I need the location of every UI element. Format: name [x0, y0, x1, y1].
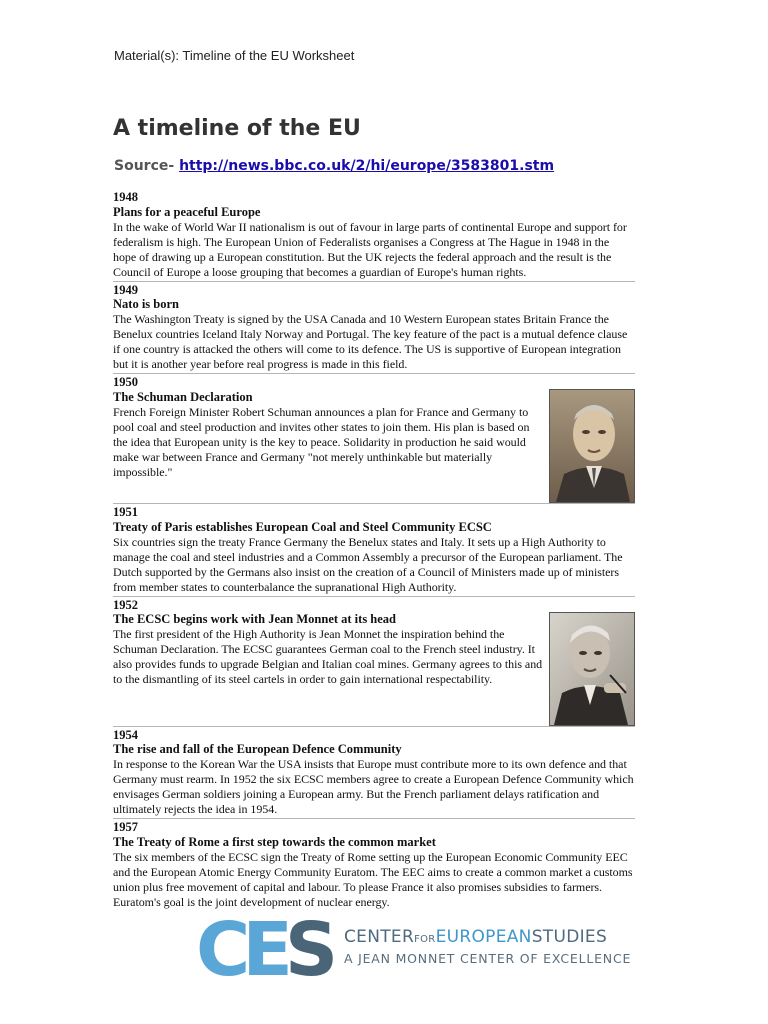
timeline-entry-1948	[113, 190, 635, 282]
logo-word-for: FOR	[414, 934, 436, 945]
source-link[interactable]: http://news.bbc.co.uk/2/hi/europe/3583801.stm	[179, 158, 555, 174]
entry-text: The six members of the ECSC sign the Treaty of Rome setting up the European Economic Community EEC and the European Atomic Energy Community Euratom. The EEC aims to create a common market a customs union plus free movement of capital and labour. To please France it also promises subsidies to farmers. Euratom's goal is the joint development of nuclear energy.	[113, 849, 633, 909]
entry-heading: The Treaty of Rome a first step towards the common market	[113, 834, 436, 849]
entry-heading: Treaty of Paris establishes European Coal and Steel Community ECSC	[113, 519, 492, 534]
timeline-entry-1957	[113, 820, 635, 911]
svg-text:CES: CES	[196, 915, 331, 981]
entry-heading: Plans for a peaceful Europe	[113, 204, 261, 219]
entry-year: 1949	[113, 282, 138, 297]
entry-heading: Nato is born	[113, 297, 179, 311]
logo-line-center-for-european-studies	[344, 927, 607, 947]
entry-text: French Foreign Minister Robert Schuman announces a plan for France and Germany to pool coal and steel production and invites other states to join them. His plan is based on the idea that European unity is the key to peace. Solidarity in production he said would make war between France and Germany "not merely unthinkable but materially impossible."	[113, 404, 530, 479]
ces-logo-mark	[196, 915, 340, 981]
timeline-entry-1952	[113, 598, 635, 727]
logo-tagline: A JEAN MONNET CENTER OF EXCELLENCE	[344, 951, 632, 966]
source-line	[114, 158, 554, 174]
timeline-entry-1950	[113, 375, 635, 504]
timeline-entry-1949	[113, 283, 635, 375]
entry-heading: The ECSC begins work with Jean Monnet at its head	[113, 612, 397, 626]
timeline-entry-1954	[113, 728, 635, 820]
entry-text: Six countries sign the treaty France Germany the Benelux states and Italy. It sets up a High Authority to manage the coal and steel industries and a Common Assembly a precursor of the European parliament. The Dutch supported by the Germans also insist on the creation of a Council of Ministers made up of ministers from member states to counterbalance the supranational High Authority.	[113, 534, 623, 594]
monnet-portrait-photo	[549, 612, 635, 726]
timeline	[113, 190, 635, 912]
entry-year: 1954	[113, 727, 138, 742]
entry-heading: The rise and fall of the European Defence Community	[113, 742, 402, 756]
entry-text: In response to the Korean War the USA insists that Europe must contribute more to its own defence and that Germany must rearm. In 1952 the six ECSC members agree to create a European Defence Community which envisages German soldiers joining a European army. But the French parliament delays ratification and ultimately rejects the idea in 1954.	[113, 757, 634, 816]
material-line: Material(s): Timeline of the EU Worksheet	[114, 48, 355, 63]
logo-word-center: CENTER	[344, 927, 415, 947]
timeline-entry-1951	[113, 505, 635, 597]
page-title: A timeline of the EU	[113, 116, 361, 141]
entry-year: 1951	[113, 505, 138, 519]
ces-logo	[196, 915, 632, 981]
entry-year: 1952	[113, 597, 138, 612]
entry-year: 1957	[113, 820, 138, 834]
logo-word-european: EUROPEAN	[435, 927, 532, 947]
entry-year: 1948	[113, 190, 138, 204]
entry-text: The first president of the High Authority is Jean Monnet the inspiration behind the Schuman Declaration. The ECSC guarantees German coal to the French steel industry. It also provides funds to upgrade Belgian and Italian coal mines. Germany agrees to this and to the dismantling of its steel cartels in order to gain international respectability.	[113, 627, 543, 686]
entry-year: 1950	[113, 375, 138, 389]
schuman-portrait-photo	[549, 389, 635, 503]
logo-word-studies: STUDIES	[531, 927, 608, 947]
source-label: Source-	[114, 158, 175, 174]
entry-text: The Washington Treaty is signed by the USA Canada and 10 Western European states Britain France the Benelux countries Iceland Italy Norway and Portugal. The key feature of the pact is a mutual defence clause if one country is attacked the others will come to its defence. The US is supportive of European integration but it is another year before real progress is made in this field.	[113, 312, 628, 371]
entry-text: In the wake of World War II nationalism is out of favour in large parts of continental Europe and support for federalism is high. The European Union of Federalists organises a Congress at The Hague in 1948 in the hope of drawing up a European constitution. But the UK rejects the federal approach and the result is the Council of Europe a loose grouping that becomes a guardian of Europe's human rights.	[113, 219, 627, 279]
entry-heading: The Schuman Declaration	[113, 389, 253, 404]
